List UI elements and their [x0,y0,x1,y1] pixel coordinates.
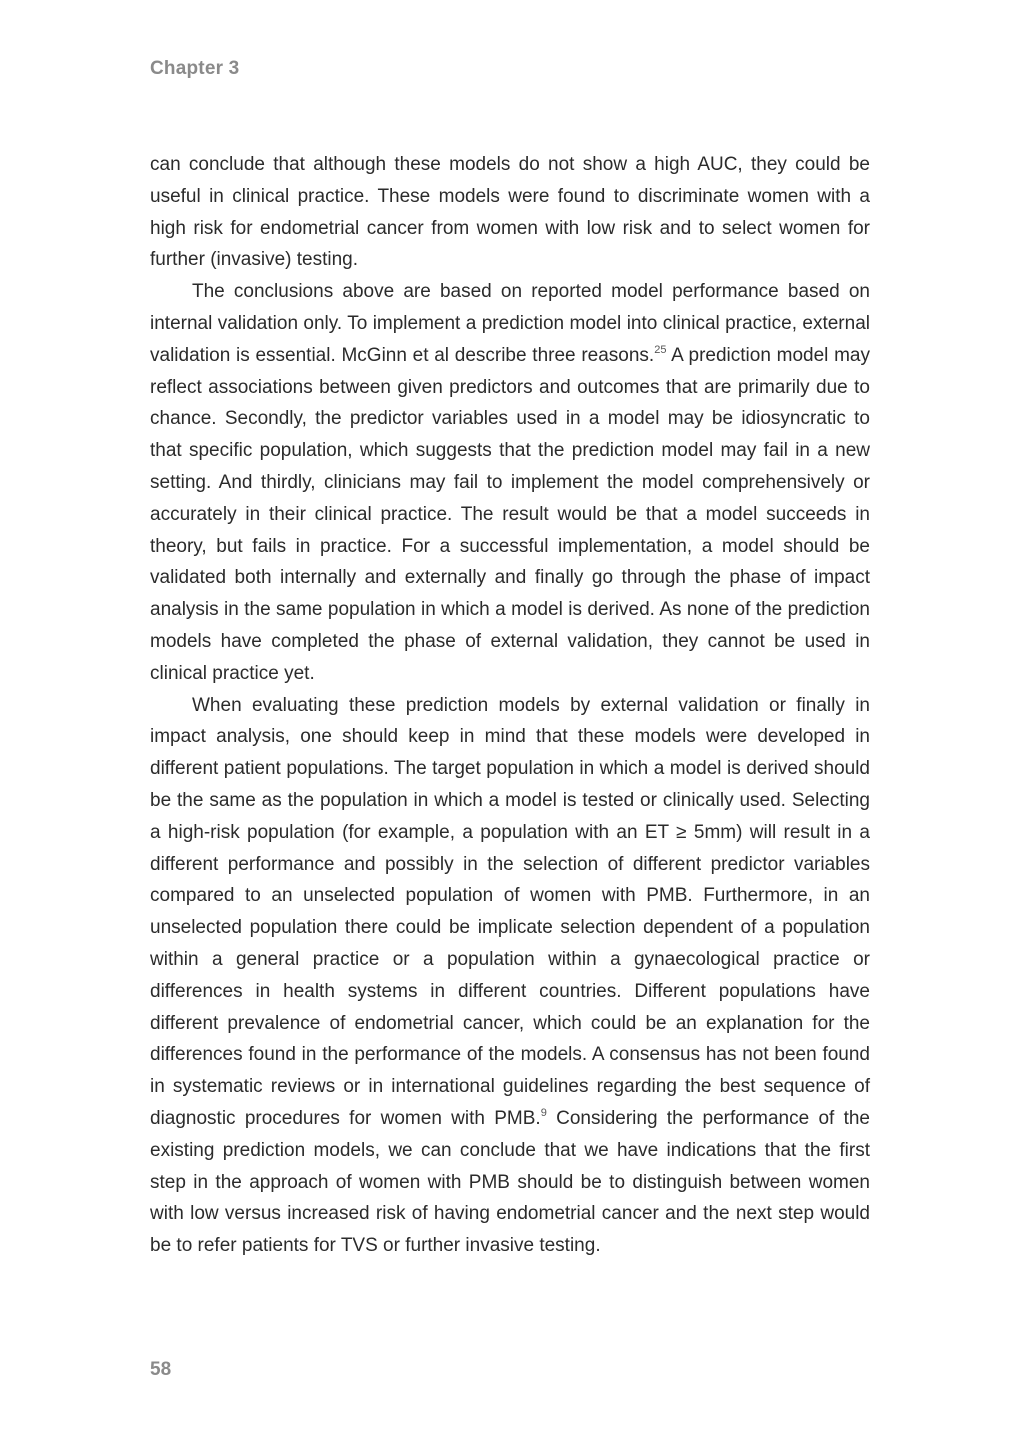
paragraph-2-text-after: A prediction model may reflect associations between given predictors and outcomes that are primarily due to chance. Secondly, the predictor variables used in a model may be idiosyncratic to that specific population, which suggests that the prediction model may fail in a new setting. And thirdly, clinicians may fail to implement the model comprehensively or accurately in their clinical practice. The result would be that a model succeeds in theory, but fails in practice. For a successful implementation, a model should be validated both internally and externally and finally go through the phase of impact analysis in the same population in which a model is derived. As none of the prediction models have completed the phase of external validation, they cannot be used in clinical practice yet. [150,344,870,684]
reference-25: 25 [654,343,667,356]
body-text [150,149,870,1262]
paragraph-3 [150,690,870,1262]
reference-9: 9 [540,1106,547,1119]
page-number: 58 [150,1359,172,1380]
paragraph-2 [150,276,870,689]
paragraph-3-text-after: Considering the performance of the existing prediction models, we can conclude that we have indications that the first step in the approach of women with PMB should be to distinguish between women with low versus increased risk of having endometrial cancer and the next step would be to refer patients for TVS or further invasive testing. [150,1107,871,1257]
paragraph-3-text-before: When evaluating these prediction models by external validation or finally in impact analysis, one should keep in mind that these models were developed in different patient populations. The target population in which a model is derived should be the same as the population in which a model is tested or clinically used. Selecting a high-risk population (for example, a population with an ET ≥ 5mm) will result in a different performance and possibly in the selection of different predictor variables compared to an unselected population of women with PMB. Furthermore, in an unselected population there could be implicate selection dependent of a population within a general practice or a population within a gynaecological practice or differences in health systems in different countries. Different populations have different prevalence of endometrial cancer, which could be an explanation for the differences found in the performance of the models. A consensus has not been found in systematic reviews or in international guidelines regarding the best sequence of diagnostic procedures for women with PMB. [150,694,870,1129]
paragraph-1-text: can conclude that although these models do not show a high AUC, they could be useful in clinical practice. These models were found to discriminate women with a high risk for endometrial cancer from women with low risk and to select women for further (invasive) testing. [150,154,870,271]
running-head-chapter: Chapter 3 [150,58,240,79]
paragraph-2-text-before: The conclusions above are based on reported model performance based on internal validation only. To implement a prediction model into clinical practice, external validation is essential. McGinn et al describe three reasons. [150,281,870,366]
paragraph-1 [150,149,870,276]
